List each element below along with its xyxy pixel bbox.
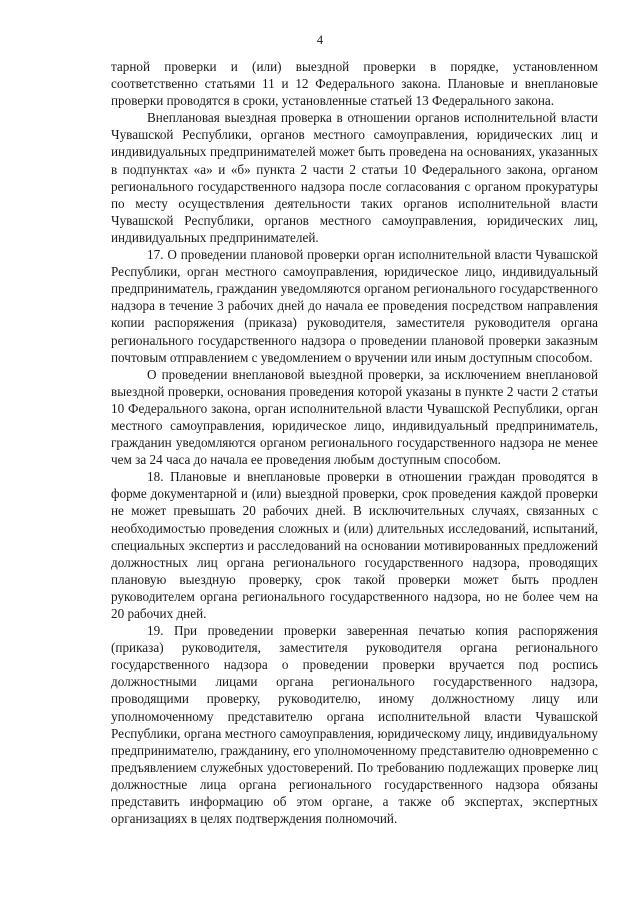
paragraph-notification: О проведении внеплановой выездной проверки, за исключением внеплановой выездной проверки, основания проведения которой указаны в пункте 2 части 2 статьи 10 Федерального закона, орган исполнительной власти Чувашской Республики, орган местного самоуправления, юридическое лицо, индивидуальный предприниматель, гражданин уведомляются органом регионального государственного надзора не менее чем за 24 часа до начала ее проведения любым доступным способом. bbox=[111, 366, 598, 468]
page-number: 4 bbox=[316, 33, 324, 47]
paragraph-unscheduled-inspection: Внеплановая выездная проверка в отношении органов исполнительной власти Чувашской Республики, органов местного самоуправления, юридических лиц и индивидуальных предпринимателей может быть проведена на основаниях, указанных в подпунктах «а» и «б» пункта 2 части 2 статьи 10 Федерального закона, органом регионального государственного надзора после согласования с органом прокуратуры по месту осуществления деятельности таких органов исполнительной власти Чувашской Республики, органов местного самоуправления, юридических лиц, индивидуальных предпринимателей. bbox=[111, 110, 598, 245]
document-body bbox=[111, 58, 598, 827]
paragraph-17: 17. О проведении плановой проверки орган исполнительной власти Чувашской Республики, орган местного самоуправления, юридическое лицо, индивидуальный предприниматель, гражданин уведомляются органом регионального государственного надзора в течение 3 рабочих дней до начала ее проведения посредством направления копии распоряжения (приказа) руководителя, заместителя руководителя органа регионального государственного надзора о проведении плановой проверки заказным почтовым отправлением с уведомлением о вручении или иным доступным способом. bbox=[111, 247, 598, 365]
paragraph-continuation: тарной проверки и (или) выездной проверки в порядке, установленном соответственно статьями 11 и 12 Федерального закона. Плановые и внеплановые проверки проводятся в сроки, установленные статьей 13 Федерального закона. bbox=[111, 59, 598, 109]
paragraph-18: 18. Плановые и внеплановые проверки в отношении граждан проводятся в форме документарной и (или) выездной проверки, срок проведения каждой проверки не может превышать 20 рабочих дней. В исключительных случаях, связанных с необходимостью проведения сложных и (или) длительных исследований, испытаний, специальных экспертиз и расследований на основании мотивированных предложений должностных лиц органа регионального государственного надзора, проводящих плановую выездную проверку, срок такой проверки может быть продлен руководителем органа регионального государственного надзора, но не более чем на 20 рабочих дней. bbox=[111, 469, 598, 621]
paragraph-19: 19. При проведении проверки заверенная печатью копия распоряжения (приказа) руководителя, заместителя руководителя органа регионального государственного надзора о проведении проверки вручается под роспись должностными лицами органа регионального государственного надзора, проводящими проверку, руководителю, иному должностному лицу или уполномоченному представителю органа исполнительной власти Чувашской Республики, органа местного самоуправления, юридическому лицу, индивидуальному предпринимателю, гражданину, его уполномоченному представителю одновременно с предъявлением служебных удостоверений. По требованию подлежащих проверке лиц должностные лица органа регионального государственного надзора обязаны представить информацию об этом органе, а также об экспертах, экспертных организациях в целях подтверждения полномочий. bbox=[111, 623, 598, 827]
